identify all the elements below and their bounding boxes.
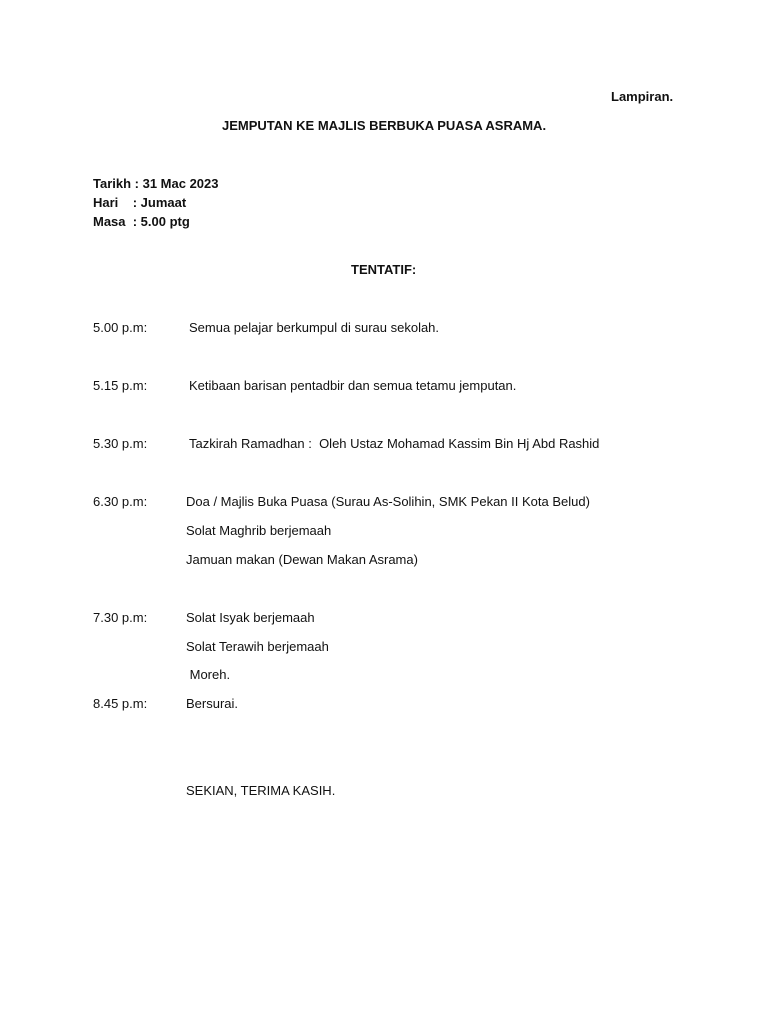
schedule-activity: Moreh. [186, 667, 231, 682]
schedule-time: 5.15 p.m: [93, 378, 148, 393]
document-title: JEMPUTAN KE MAJLIS BERBUKA PUASA ASRAMA. [222, 118, 547, 133]
schedule-activity: Solat Terawih berjemaah [186, 639, 329, 654]
schedule-time: 5.00 p.m: [93, 320, 148, 335]
event-day: Hari : Jumaat [93, 195, 187, 210]
schedule-activity: Jamuan makan (Dewan Makan Asrama) [186, 552, 418, 567]
schedule-time: 8.45 p.m: [93, 696, 148, 711]
closing-remark: SEKIAN, TERIMA KASIH. [186, 783, 336, 798]
schedule-activity: Solat Isyak berjemaah [186, 610, 315, 625]
schedule-activity: Bersurai. [186, 696, 239, 711]
event-time: Masa : 5.00 ptg [93, 214, 190, 229]
schedule-activity: Ketibaan barisan pentadbir dan semua tetamu jemputan. [189, 378, 517, 393]
annex-label: Lampiran. [611, 89, 674, 104]
schedule-activity: Tazkirah Ramadhan : Oleh Ustaz Mohamad Kassim Bin Hj Abd Rashid [189, 436, 600, 451]
schedule-activity: Doa / Majlis Buka Puasa (Surau As-Solihin, SMK Pekan II Kota Belud) [186, 494, 590, 509]
schedule-activity: Semua pelajar berkumpul di surau sekolah. [189, 320, 440, 335]
tentative-heading: TENTATIF: [351, 262, 417, 277]
schedule-time: 5.30 p.m: [93, 436, 148, 451]
schedule-activity: Solat Maghrib berjemaah [186, 523, 332, 538]
schedule-time: 6.30 p.m: [93, 494, 148, 509]
schedule-time: 7.30 p.m: [93, 610, 148, 625]
event-date: Tarikh : 31 Mac 2023 [93, 176, 219, 191]
